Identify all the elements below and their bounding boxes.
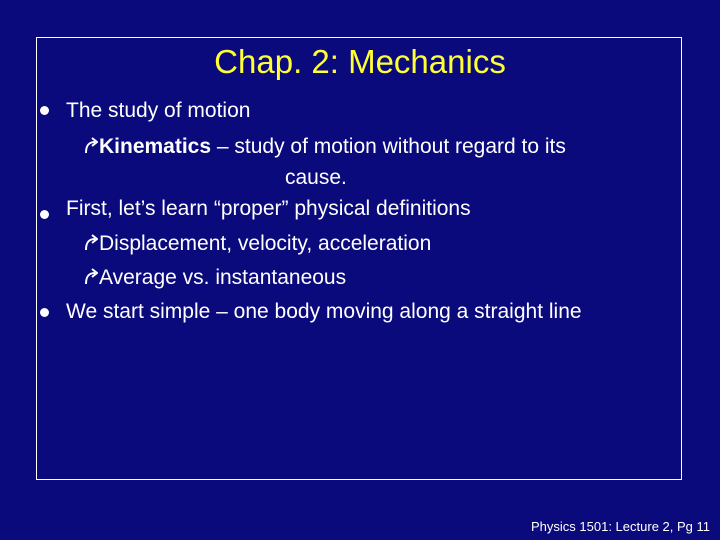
sub-bullet-displacement [83, 232, 431, 256]
curved-arrow-icon [83, 137, 98, 155]
round-bullet-icon [40, 210, 49, 219]
sub-bullet-average [83, 266, 346, 290]
displacement-text: Displacement, velocity, acceleration [99, 232, 432, 255]
average-text: Average vs. instantaneous [99, 266, 347, 289]
sub-bullet-kinematics [83, 135, 566, 159]
curved-arrow-icon [83, 268, 98, 286]
bullet-2-text: First, let’s learn “proper” physical definitions [66, 197, 471, 220]
round-bullet-icon [40, 308, 49, 317]
round-bullet-icon [40, 106, 49, 115]
kinematics-term: Kinematics [99, 135, 212, 158]
bullet-1-text: The study of motion [66, 99, 251, 122]
kinematics-definition: – study of motion without regard to its [211, 135, 566, 158]
bullet-3-text: We start simple – one body moving along a straight line [66, 300, 582, 323]
slide-title: Chap. 2: Mechanics [214, 43, 506, 80]
slide-footer: Physics 1501: Lecture 2, Pg 11 [531, 519, 710, 534]
kinematics-continuation: cause. [285, 166, 347, 189]
curved-arrow-icon [83, 234, 98, 252]
